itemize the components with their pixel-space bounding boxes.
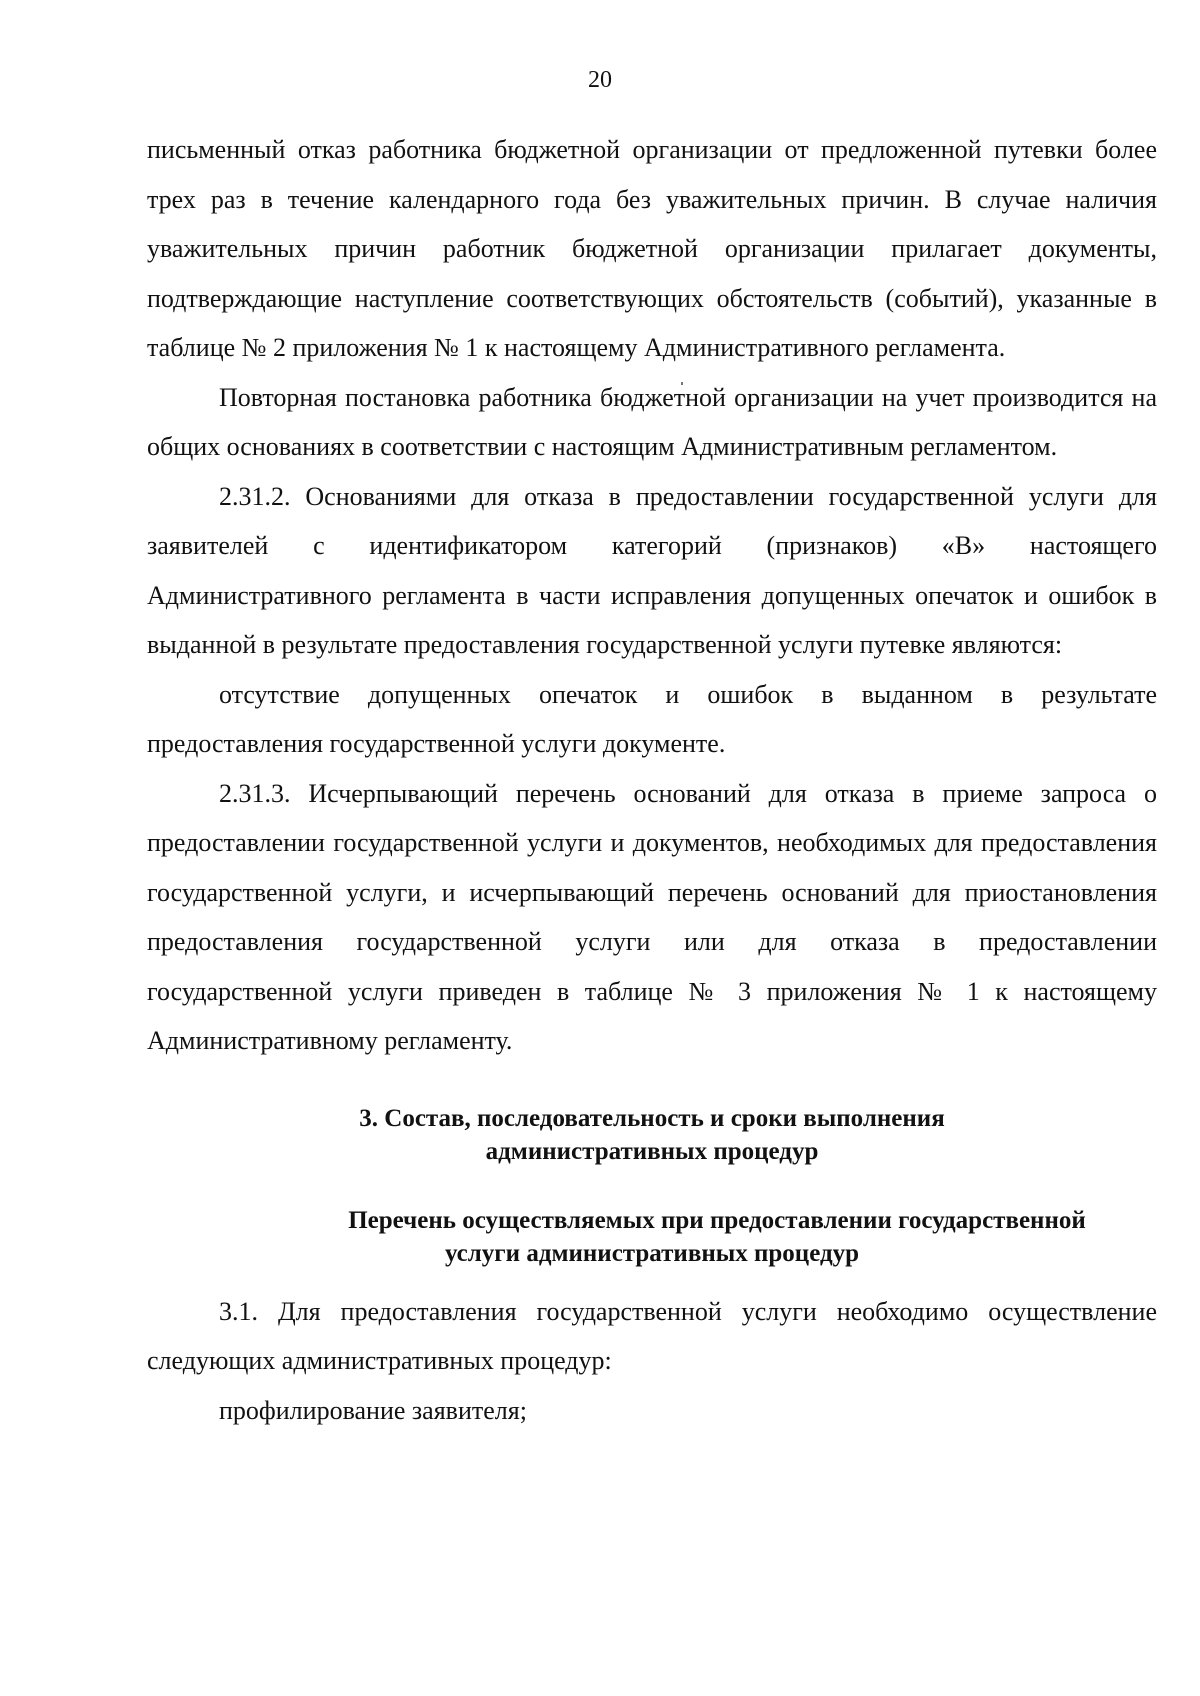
paragraph-2-31-3: 2.31.3. Исчерпывающий перечень оснований для отказа в приеме запроса о предоставлении государственной услуги и документов, необходимых для предоставления государственной услуги, и исчерпывающий перечень оснований для приостановления предоставления государственной услуги или для отказа в предоставлении государственной услуги приведен в таблице № 3 приложения № 1 к настоящему Административному регламенту. (147, 778, 1157, 1055)
subsection-heading-line-2: услуги административных процедур (444, 1239, 860, 1267)
subsection-heading (147, 1204, 1157, 1270)
paragraph-2-31-2: 2.31.2. Основаниями для отказа в предоставлении государственной услуги для заявителей с идентификатором категорий (признаков) «В» настоящего Административного регламента в части исправления допущенных опечаток и ошибок в выданной в результате предоставления государственной услуги путевке являются: (147, 481, 1157, 659)
section-heading (147, 1102, 1157, 1168)
section-heading-line-1: 3. Состав, последовательность и сроки выполнения (359, 1104, 945, 1132)
paragraph-profiling: профилирование заявителя; (219, 1395, 527, 1425)
page-number: 20 (588, 67, 612, 93)
paragraph-refusal-continuation: письменный отказ работника бюджетной организации от предложенной путевки более трех раз в течение календарного года без уважительных причин. В случае наличия уважительных причин работник бюджетной организации прилагает документы, подтверждающие наступление соответствующих обстоятельств (событий), указанные в таблице № 2 приложения № 1 к настоящему Административного регламента. (147, 135, 1157, 362)
section-heading-line-2: административных процедур (485, 1137, 819, 1165)
subsection-heading-line-1: Перечень осуществляемых при предоставлении государственной (348, 1206, 1086, 1234)
paragraph-absence-of-typos: отсутствие допущенных опечаток и ошибок в выданном в результате предоставления государственной услуги документе. (147, 679, 1157, 758)
paragraph-repeat-registration: Повторная постановка работника бюджетной организации на учет производится на общих основаниях в соответствии с настоящим Административным регламентом. (147, 382, 1157, 461)
document-body (147, 125, 1157, 1435)
paragraph-3-1: 3.1. Для предоставления государственной услуги необходимо осуществление следующих административных процедур: (147, 1296, 1157, 1375)
